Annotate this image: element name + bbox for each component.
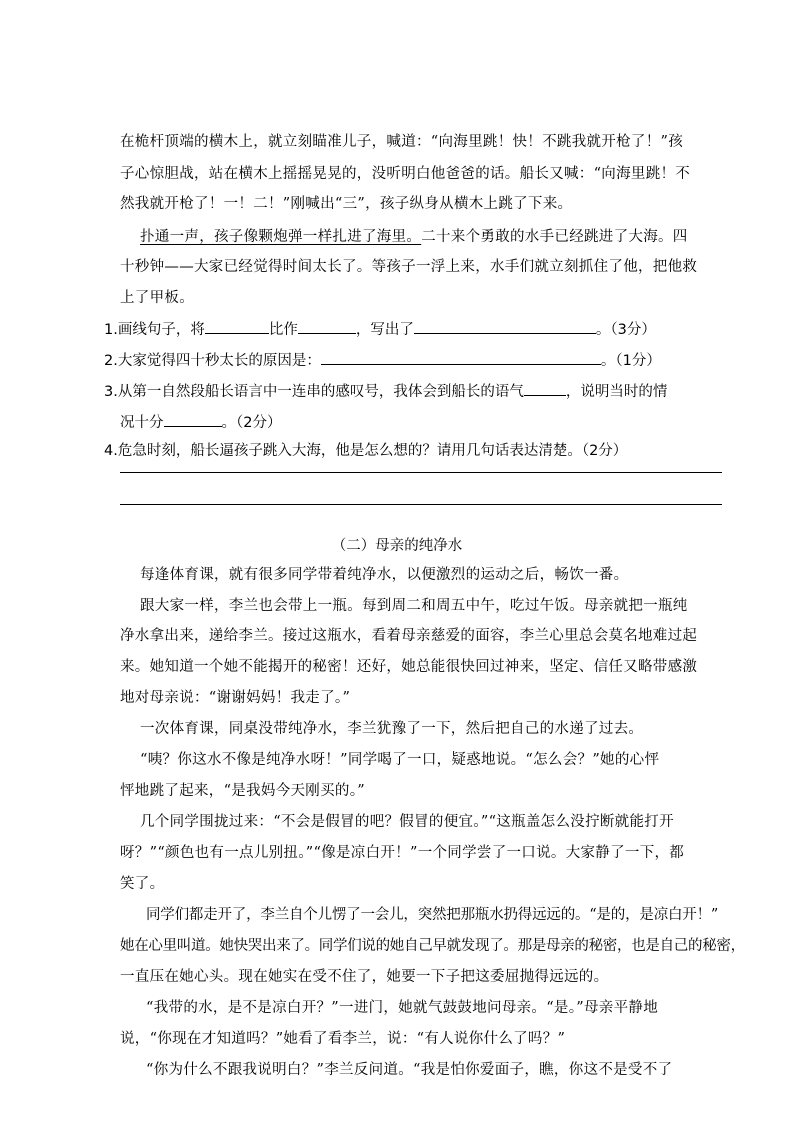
- section-title: （二）母亲的纯净水: [331, 538, 463, 554]
- passage-line: 子心惊胆战，站在横木上摇摇晃晃的，没听明白他爸爸的话。船长又喊：“向海里跳！不: [120, 166, 691, 182]
- underlined-sentence: 扑通一声，孩子像颗炮弹一样扎进了海里。: [140, 229, 422, 245]
- question-4: 4.危急时刻，船长逼孩子跳入大海，他是怎么想的？请用几句话表达清楚。（2分）: [104, 443, 628, 459]
- answer-blank[interactable]: [524, 380, 566, 396]
- question-2: 2.大家觉得四十秒太长的原因是： 。（1分）: [104, 349, 661, 371]
- passage-paragraph-2: 扑通一声，孩子像颗炮弹一样扎进了海里。二十来个勇敢的水手已经跳进了大海。四: [140, 229, 688, 245]
- passage-line: 一直压在她心头。现在她实在受不住了，她要一下子把这委屈抛得远远的。: [120, 969, 609, 985]
- passage-line: 笑了。: [120, 876, 165, 892]
- passage-line: 然我就开枪了！一！二！”刚喊出“三”，孩子纵身从横木上跳了下来。: [120, 196, 573, 212]
- question-3: 3.从第一自然段船长语言中一连串的感叹号，我体会到船长的语气 ，说明当时的情: [104, 380, 667, 402]
- passage-line: 净水拿出来，递给李兰。接过这瓶水，看着母亲慈爱的面容，李兰心里总会莫名地难过起: [120, 628, 698, 644]
- passage-line: “我带的水，是不是凉白开？”一进门，她就气鼓鼓地问母亲。“是。”母亲平静地: [146, 1000, 658, 1016]
- passage-line: “咦？你这水不像是纯净水呀！”同学喝了一口，疑惑地说。“怎么会？”她的心怦: [140, 752, 660, 768]
- answer-line[interactable]: [120, 472, 722, 473]
- passage-line: 每逢体育课，就有很多同学带着纯净水，以便激烈的运动之后，畅饮一番。: [140, 567, 629, 583]
- answer-blank[interactable]: [164, 411, 222, 427]
- passage-line: 跟大家一样，李兰也会带上一瓶。每到周二和周五中午，吃过午饭。母亲就把一瓶纯: [140, 598, 688, 614]
- passage-line: 怦地跳了起来，“是我妈今天刚买的。”: [120, 783, 365, 799]
- question-3-cont: 况十分 。（2分）: [120, 411, 281, 433]
- question-1: 1.画线句子，将 比作 ，写出了 。（3分）: [104, 318, 656, 340]
- answer-blank[interactable]: [298, 318, 356, 334]
- passage-line: 她在心里叫道。她快哭出来了。同学们说的她自己早就发现了。那是母亲的秘密，也是自己的秘密，: [120, 938, 745, 954]
- passage-line: 十秒钟——大家已经觉得时间太长了。等孩子一浮上来，水手们就立刻抓住了他，把他救: [120, 259, 698, 275]
- passage-line: 同学们都走开了，李兰自个儿愣了一会儿，突然把那瓶水扔得远远的。“是的，是凉白开！”: [146, 907, 719, 923]
- passage-line: 几个同学围拢过来：“不会是假冒的吧？假冒的便宜。”“这瓶盖怎么没拧断就能打开: [140, 814, 674, 830]
- answer-blank[interactable]: [414, 318, 596, 334]
- answer-line[interactable]: [120, 504, 722, 505]
- passage-line: 呀？”“颜色也有一点儿别扭。”“像是凉白开！”一个同学尝了一口说。大家静了一下，都: [120, 845, 685, 861]
- passage-line: 在桅杆顶端的横木上，就立刻瞄准儿子，喊道：“向海里跳！快！不跳我就开枪了！”孩: [120, 134, 684, 150]
- passage-line: 说，“你现在才知道吗？”她看了看李兰，说：“有人说你什么了吗？”: [120, 1031, 566, 1047]
- answer-blank[interactable]: [321, 349, 601, 365]
- passage-line: “你为什么不跟我说明白？”李兰反问道。“我是怕你爱面子，瞧，你这不是受不了: [146, 1062, 673, 1078]
- answer-blank[interactable]: [205, 318, 269, 334]
- passage-line: 地对母亲说：“谢谢妈妈！我走了。”: [120, 690, 351, 706]
- passage-line: 来。她知道一个她不能揭开的秘密！还好，她总能很快回过神来，坚定、信任又略带感激: [120, 659, 698, 675]
- passage-line: 上了甲板。: [120, 290, 194, 306]
- passage-line: 一次体育课，同桌没带纯净水，李兰犹豫了一下，然后把自己的水递了过去。: [140, 721, 644, 737]
